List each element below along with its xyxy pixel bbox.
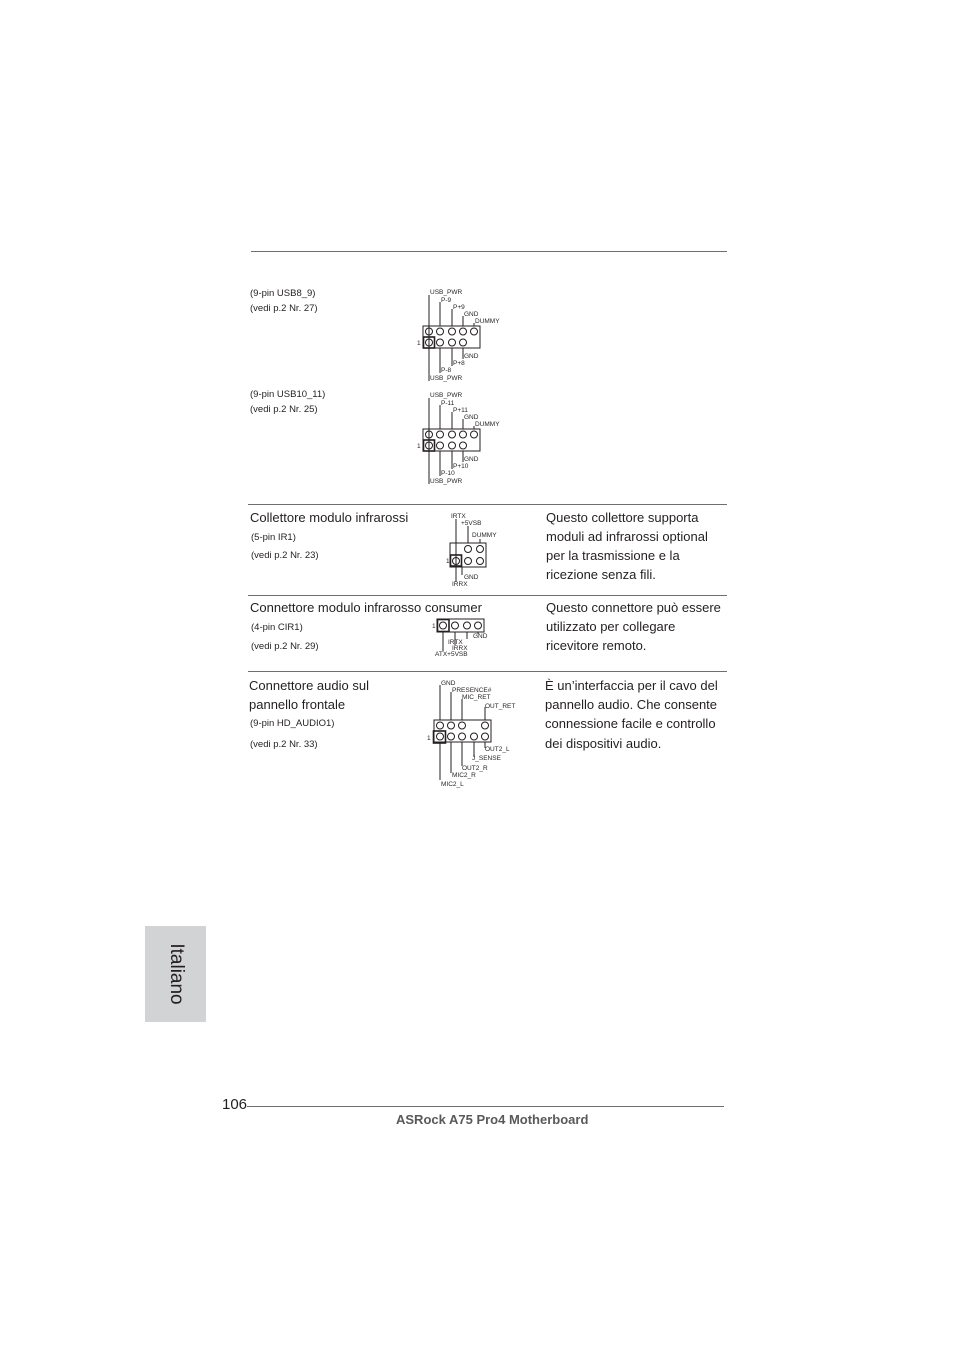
audio-title-line-1: Connettore audio sul <box>249 678 369 693</box>
audio-title-line-2: pannello frontale <box>249 697 346 712</box>
cir-pin-gnd: GND <box>473 633 488 640</box>
usb8-9-pin-p9-minus: P-9 <box>441 297 452 304</box>
audio-pin-gnd: GND <box>441 680 456 687</box>
section-divider-cir <box>248 595 727 596</box>
footer-rule <box>247 1106 724 1107</box>
cir-title: Connettore modulo infrarosso consumer <box>250 600 482 615</box>
audio-pin-mic2-r: MIC2_R <box>452 772 476 779</box>
ir-pin-gnd: GND <box>464 574 479 581</box>
usb10-11-pin-usb-pwr-bottom: USB_PWR <box>430 478 463 485</box>
usb8-9-pin-gnd-top: GND <box>464 311 479 318</box>
audio-pin-out-ret: OUT_RET <box>485 703 516 710</box>
usb10-11-pin-label: (9-pin USB10_11) <box>250 389 326 400</box>
usb10-11-pin1-marker: 1 <box>417 443 421 450</box>
cir-desc-line-3: ricevitore remoto. <box>546 638 647 653</box>
section-divider-ir <box>248 504 727 505</box>
audio-pin-j-sense: J_SENSE <box>472 755 501 762</box>
usb8-9-pin1-marker: 1 <box>417 340 421 347</box>
audio-ref: (vedi p.2 Nr. 33) <box>250 739 318 750</box>
usb8-9-pin-p8-minus: P-8 <box>441 367 452 374</box>
audio-pin-mic2-l: MIC2_L <box>441 781 464 788</box>
usb8-9-pin-gnd-bottom: GND <box>464 353 479 360</box>
usb10-11-pin-p10-minus: P-10 <box>441 470 455 477</box>
cir-pin-label: (4-pin CIR1) <box>251 622 303 633</box>
usb8-9-pin-label: (9-pin USB8_9) <box>250 288 316 299</box>
ir-desc-line-3: per la trasmissione e la <box>546 548 680 563</box>
audio-pin1-marker: 1 <box>427 735 431 742</box>
audio-desc-line-1: È un’interfaccia per il cavo del <box>545 678 718 693</box>
audio-pin-mic-ret: MIC_RET <box>462 694 491 701</box>
cir-desc-line-1: Questo connettore può essere <box>546 600 721 615</box>
usb10-11-pin-dummy: DUMMY <box>475 421 500 428</box>
ir-pin-5vsb: +5VSB <box>461 520 482 527</box>
audio-pin-label: (9-pin HD_AUDIO1) <box>250 718 335 729</box>
cir-pin1-marker: 1 <box>432 623 436 630</box>
usb10-11-ref: (vedi p.2 Nr. 25) <box>250 404 318 415</box>
usb8-9-pin-p8-plus: P+8 <box>453 360 465 367</box>
usb8-9-pin-usb-pwr-top: USB_PWR <box>430 289 463 296</box>
ir-title: Collettore modulo infrarossi <box>250 510 409 525</box>
usb8-9-pin-p9-plus: P+9 <box>453 304 465 311</box>
language-side-tab <box>145 926 206 1022</box>
audio-pin-presence: PRESENCE# <box>452 687 492 694</box>
cir-desc-line-2: utilizzato per collegare <box>546 619 676 634</box>
page-number: 106 <box>222 1096 248 1113</box>
ir-pin-label: (5-pin IR1) <box>251 532 296 543</box>
usb10-11-pin-usb-pwr-top: USB_PWR <box>430 392 463 399</box>
usb8-9-pin-diagram <box>412 285 522 385</box>
section-divider-audio <box>248 671 727 672</box>
footer-title: ASRock A75 Pro4 Motherboard <box>396 1112 589 1127</box>
audio-pin-diagram <box>420 674 530 794</box>
ir-desc-line-4: ricezione senza fili. <box>546 567 656 582</box>
usb8-9-pin-dummy: DUMMY <box>475 318 500 325</box>
ir-desc-line-1: Questo collettore supporta <box>546 510 699 525</box>
usb10-11-pin-diagram <box>412 388 522 488</box>
usb10-11-pin-p11-plus: P+11 <box>453 407 468 414</box>
top-rule <box>251 251 727 252</box>
usb10-11-pin-p10-plus: P+10 <box>453 463 469 470</box>
cir-pin-irrx: IRRX <box>452 645 468 652</box>
ir-pin-irtx: IRTX <box>451 513 466 520</box>
usb10-11-pin-p11-minus: P-11 <box>441 400 455 407</box>
language-side-tab-label: Italiano <box>165 943 187 1005</box>
cir-pin-atx-5vsb: ATX+5VSB <box>435 651 468 658</box>
audio-pin-out2-l: OUT2_L <box>485 746 510 753</box>
cir-pin-diagram <box>428 614 508 662</box>
cir-ref: (vedi p.2 Nr. 29) <box>251 641 319 652</box>
ir-pin-irrx: IRRX <box>452 581 468 588</box>
audio-desc-line-3: connessione facile e controllo <box>545 716 716 731</box>
audio-pin-out2-r: OUT2_R <box>462 765 488 772</box>
ir-desc-line-2: moduli ad infrarossi optional <box>546 529 708 544</box>
audio-desc-line-2: pannello audio. Che consente <box>545 697 718 712</box>
usb8-9-ref: (vedi p.2 Nr. 27) <box>250 303 318 314</box>
ir-pin-diagram <box>440 510 520 590</box>
ir-pin-dummy: DUMMY <box>472 532 497 539</box>
audio-desc-line-4: dei dispositivi audio. <box>545 736 662 751</box>
ir-ref: (vedi p.2 Nr. 23) <box>251 550 319 561</box>
ir-pin1-marker: 1 <box>446 558 450 565</box>
usb8-9-pin-usb-pwr-bottom: USB_PWR <box>430 375 463 382</box>
usb10-11-pin-gnd-top: GND <box>464 414 479 421</box>
cir-pin-irtx: IRTX <box>448 639 463 646</box>
usb10-11-pin-gnd-bottom: GND <box>464 456 479 463</box>
